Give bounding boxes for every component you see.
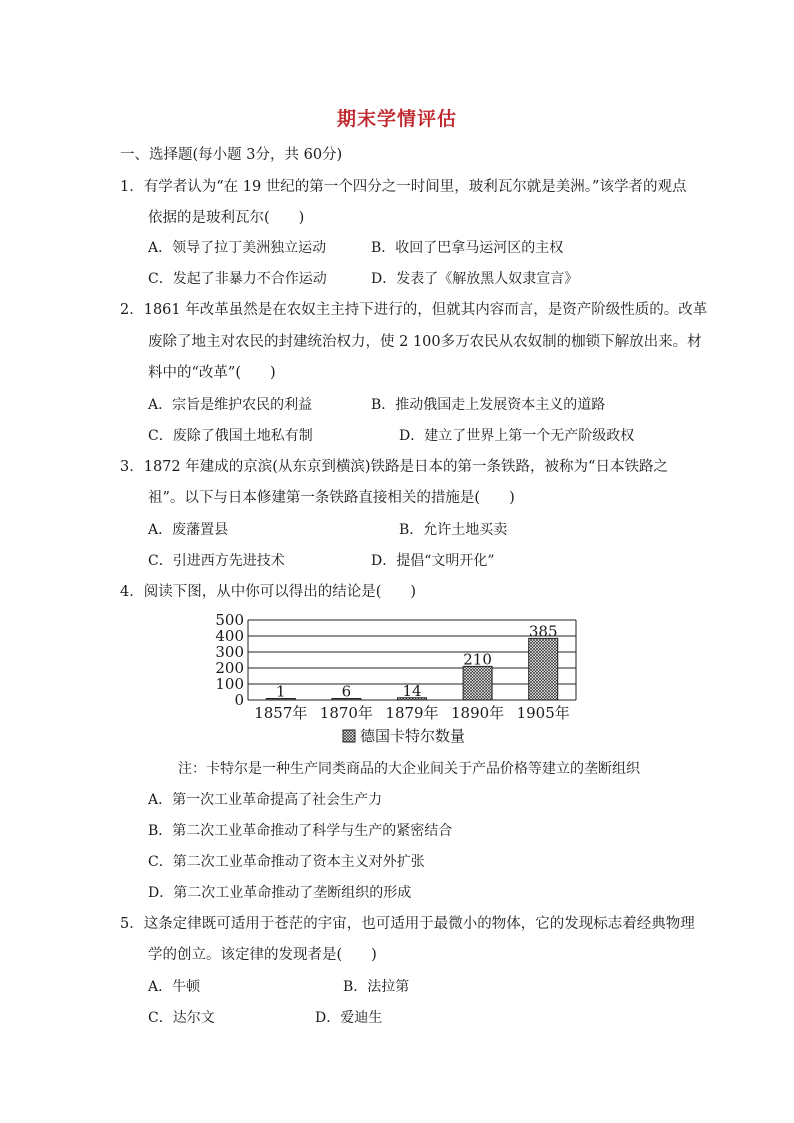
legend-label: 德国卡特尔数量 — [360, 727, 466, 745]
y-tick-label: 400 — [215, 627, 244, 645]
data-label: 6 — [341, 682, 352, 701]
data-label: 210 — [463, 650, 492, 669]
y-tick-label: 0 — [234, 691, 244, 709]
q5-option-c: C．达尔文 — [148, 1010, 215, 1026]
q4-option-b: B．第二次工业革命推动了科学与生产的紧密结合 — [148, 823, 453, 839]
q3-option-a: A．废藩置县 — [148, 522, 229, 538]
q5-option-d: D．爱迪生 — [315, 1010, 383, 1026]
q5-option-b: B．法拉第 — [343, 979, 410, 995]
q1-stem-line1: 1．有学者认为“在 19 世纪的第一个四分之一时间里，玻利瓦尔就是美洲。”该学者的观点 — [120, 179, 687, 195]
y-tick-label: 300 — [215, 643, 244, 661]
q3-stem-line2: 祖”。以下与日本修建第一条铁路直接相关的措施是( ) — [148, 490, 515, 506]
data-label: 385 — [528, 622, 558, 641]
x-tick-label: 1890年 — [451, 704, 505, 722]
legend-swatch — [343, 730, 355, 742]
x-tick-label: 1870年 — [319, 704, 373, 722]
q4-option-c: C．第二次工业革命推动了资本主义对外扩张 — [148, 854, 425, 870]
bar — [529, 638, 558, 700]
q2-option-a: A．宗旨是维护农民的利益 — [148, 397, 313, 413]
q2-stem-line2: 废除了地主对农民的封建统治权力，使 2 100多万农民从农奴制的枷锁下解放出来。材 — [148, 334, 702, 350]
q2-option-d: D．建立了世界上第一个无产阶级政权 — [399, 428, 635, 444]
chart-x-tick-labels — [254, 704, 570, 722]
chart-data-labels — [276, 622, 557, 700]
x-tick-label: 1879年 — [385, 704, 439, 722]
q3-option-b: B．允许土地买卖 — [399, 522, 508, 538]
q1-option-b: B．收回了巴拿马运河区的主权 — [371, 240, 564, 256]
q4-stem-line1: 4．阅读下图，从中你可以得出的结论是( ) — [120, 584, 417, 600]
y-tick-label: 500 — [215, 611, 244, 629]
q2-option-c: C．废除了俄国土地私有制 — [148, 428, 313, 444]
x-tick-label: 1905年 — [516, 704, 570, 722]
q3-stem-line1: 3．1872 年建成的京滨(从东京到横滨)铁路是日本的第一条铁路，被称为“日本铁路之 — [120, 459, 668, 475]
q5-stem-line1: 5．这条定律既可适用于苍茫的宇宙，也可适用于最微小的物体，它的发现标志着经典物理 — [120, 916, 695, 932]
q1-stem-line2: 依据的是玻利瓦尔( ) — [148, 210, 305, 226]
q2-option-b: B．推动俄国走上发展资本主义的道路 — [371, 397, 606, 413]
q1-option-a: A．领导了拉丁美洲独立运动 — [148, 240, 327, 256]
q1-option-c: C．发起了非暴力不合作运动 — [148, 271, 327, 287]
y-tick-label: 200 — [215, 659, 244, 677]
data-label: 1 — [276, 682, 286, 701]
cartel-bar-chart — [210, 610, 590, 750]
q2-stem-line3: 料中的“改革”( ) — [148, 365, 276, 381]
data-label: 14 — [402, 681, 422, 700]
chart-y-tick-labels — [215, 611, 244, 709]
y-tick-label: 100 — [215, 675, 244, 693]
section-heading: 一、选择题(每小题 3分，共 60分) — [120, 147, 343, 163]
q1-option-d: D．发表了《解放黑人奴隶宣言》 — [371, 271, 579, 287]
q5-stem-line2: 学的创立。该定律的发现者是( ) — [148, 947, 377, 963]
q2-stem-line1: 2．1861 年改革虽然是在农奴主主持下进行的，但就其内容而言，是资产阶级性质的。改革 — [120, 302, 708, 318]
q3-option-c: C．引进西方先进技术 — [148, 553, 285, 569]
chart-legend — [343, 727, 465, 745]
q4-note: 注：卡特尔是一种生产同类商品的大企业间关于产品价格等建立的垄断组织 — [178, 761, 640, 777]
bar — [463, 666, 492, 700]
x-tick-label: 1857年 — [254, 704, 308, 722]
q5-option-a: A．牛顿 — [148, 979, 201, 995]
page-title: 期末学情评估 — [336, 108, 457, 130]
q4-option-d: D．第二次工业革命推动了垄断组织的形成 — [148, 885, 412, 901]
q3-option-d: D．提倡“文明开化” — [371, 553, 495, 569]
q4-option-a: A．第一次工业革命提高了社会生产力 — [148, 792, 383, 808]
